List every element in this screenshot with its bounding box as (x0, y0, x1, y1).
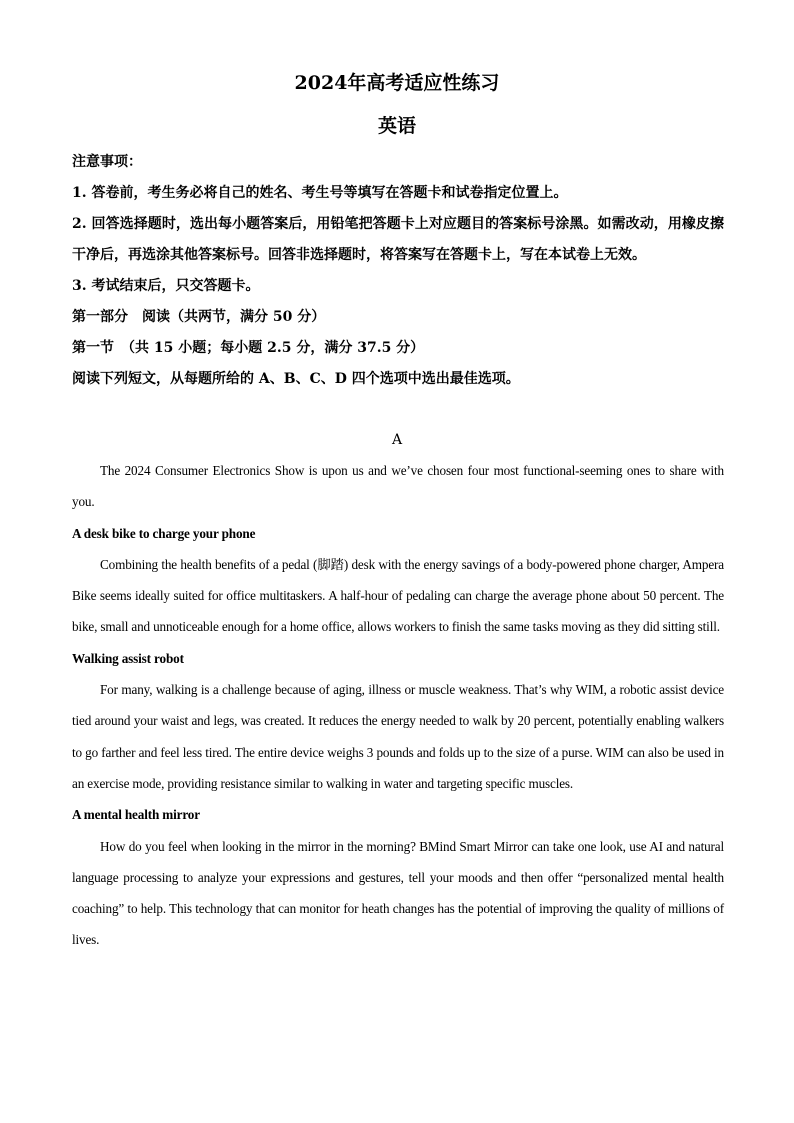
passage-label: A (391, 432, 403, 448)
part-heading: 第一部分 阅读（共两节，满分 50 分） (72, 309, 326, 325)
reading-instruction: 阅读下列短文，从每题所给的 A、B、C、D 四个选项中选出最佳选项。 (72, 371, 520, 387)
subject-title: 英语 (377, 115, 416, 137)
passage-paragraph-walking-robot: For many, walking is a challenge because of aging, illness or muscle weakness. That’s why WIM, a robotic assist device tied around your waist and legs, was created. It reduces the energy needed to walk by 20 percent, potentially enabling walkers to go farther and feel less tired. The entire device weighs 3 pounds and folds up to the size of a purse. WIM can also be used in an exercise mode, providing resistance similar to walking in water and targeting specific muscles. (72, 682, 724, 791)
passage-paragraph-mental-mirror: How do you feel when looking in the mirror in the morning? BMind Smart Mirror can take one look, use AI and natural language processing to analyze your expressions and gestures, tell your moods and then offer “personalized mental health coaching” to help. This technology that can monitor for heath changes has the potential of improving the quality of millions of lives. (72, 838, 724, 948)
passage-heading-walking-robot: Walking assist robot (72, 650, 184, 666)
passage-heading-mental-mirror: A mental health mirror (72, 807, 200, 823)
passage-body (72, 455, 724, 956)
notes-heading: 注意事项： (72, 154, 142, 170)
notes-item-1: 1. 答卷前，考生务必将自己的姓名、考生号等填写在答题卡和试卷指定位置上。 (72, 185, 568, 201)
notes-item-2: 2. 回答选择题时，选出每小题答案后，用铅笔把答题卡上对应题目的答案标号涂黑。如需改动，用橡皮擦干净后，再选涂其他答案标号。回答非选择题时，将答案写在答题卡上，写在本试卷上无效。 (72, 216, 724, 263)
passage-heading-desk-bike: A desk bike to charge your phone (72, 525, 256, 541)
passage-paragraph-desk-bike: Combining the health benefits of a pedal (脚踏) desk with the energy savings of a body-powered phone charger, Ampera Bike seems ideally suited for office multitaskers. A half-hour of pedaling can charge the average phone about 50 percent. The bike, small and unnoticeable enough for a home office, allows workers to finish the same tasks moving as they did sitting still. (72, 556, 724, 635)
passage-intro: The 2024 Consumer Electronics Show is upon us and we’ve chosen four most functional-seeming ones to share with you. (72, 463, 724, 510)
exam-notes (72, 147, 724, 395)
notes-item-3: 3. 考试结束后，只交答题卡。 (72, 278, 260, 294)
section-heading: 第一节 （共 15 小题；每小题 2.5 分，满分 37.5 分） (72, 340, 425, 356)
exam-title: 2024年高考适应性练习 (294, 72, 500, 94)
